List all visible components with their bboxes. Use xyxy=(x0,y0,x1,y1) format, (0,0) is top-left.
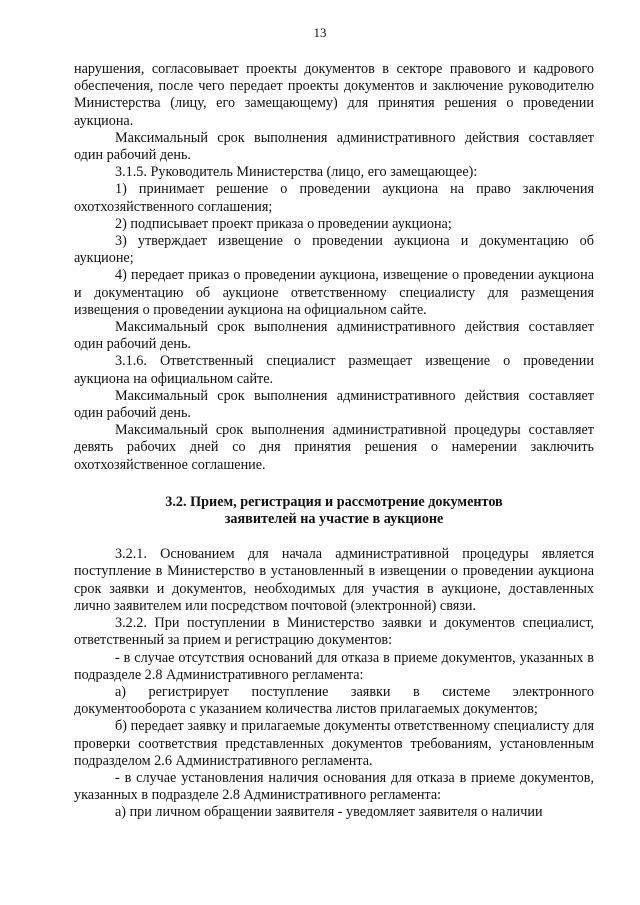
paragraph: 3.1.6. Ответственный специалист размещает извещение о проведении аукциона на официальном сайте. xyxy=(74,353,594,387)
paragraph: б) передает заявку и прилагаемые документы ответственному специалисту для проверки соответствия представленных документов требованиям, установленным подразделом 2.6 Административного регламента. xyxy=(74,718,594,769)
paragraph: а) при личном обращении заявителя - уведомляет заявителя о наличии xyxy=(115,804,543,821)
paragraph: 1) принимает решение о проведении аукциона на право заключения охотхозяйственного соглашения; xyxy=(74,181,594,215)
paragraph: нарушения, согласовывает проекты документов в секторе правового и кадрового обеспечения, после чего передает проекты документов и заключение руководителю Министерства (лицу, его замещающему) для принятия решения о проведении аукциона. xyxy=(74,61,594,129)
section-heading-line: 3.2. Прием, регистрация и рассмотрение документов xyxy=(165,493,503,510)
paragraph: 3.1.5. Руководитель Министерства (лицо, его замещающее): xyxy=(115,164,478,181)
paragraph: а) регистрирует поступление заявки в системе электронного документооборота с указанием количества листов прилагаемых документов; xyxy=(74,683,594,718)
paragraph: Максимальный срок выполнения административной процедуры составляет девять рабочих дней со дня принятия решения о намерении заключить охотхозяйственное соглашение. xyxy=(74,422,594,473)
document-body xyxy=(74,61,594,822)
paragraph: Максимальный срок выполнения административного действия составляет один рабочий день. xyxy=(74,387,594,422)
paragraph: 3.2.1. Основанием для начала административной процедуры является поступление в Министерство в установленный в извещении о проведении аукциона срок заявки и документов, необходимых для участия в аукционе, доставленных лично заявителем или посредством почтовой (электронной) связи. xyxy=(74,546,594,614)
paragraph: 4) передает приказ о проведении аукциона, извещение о проведении аукциона и документацию об аукционе ответственному специалисту для размещения извещения о проведении аукциона на официальном сайте. xyxy=(74,267,594,318)
paragraph: 2) подписывает проект приказа о проведении аукциона; xyxy=(115,215,452,232)
paragraph: 3) утверждает извещение о проведении аукциона и документацию об аукционе; xyxy=(74,233,594,267)
paragraph: - в случае установления наличия основания для отказа в приеме документов, указанных в подразделе 2.8 Административного регламента: xyxy=(74,769,594,804)
paragraph: 3.2.2. При поступлении в Министерство заявки и документов специалист, ответственный за прием и регистрацию документов: xyxy=(74,615,594,649)
paragraph: - в случае отсутствия оснований для отказа в приеме документов, указанных в подразделе 2.8 Административного регламента: xyxy=(74,649,594,683)
paragraph: Максимальный срок выполнения административного действия составляет один рабочий день. xyxy=(74,319,594,353)
section-heading xyxy=(74,494,594,528)
section-heading-line: заявителей на участие в аукционе xyxy=(224,511,444,528)
page-number: 13 xyxy=(313,25,327,40)
paragraph: Максимальный срок выполнения административного действия составляет один рабочий день. xyxy=(74,129,594,164)
